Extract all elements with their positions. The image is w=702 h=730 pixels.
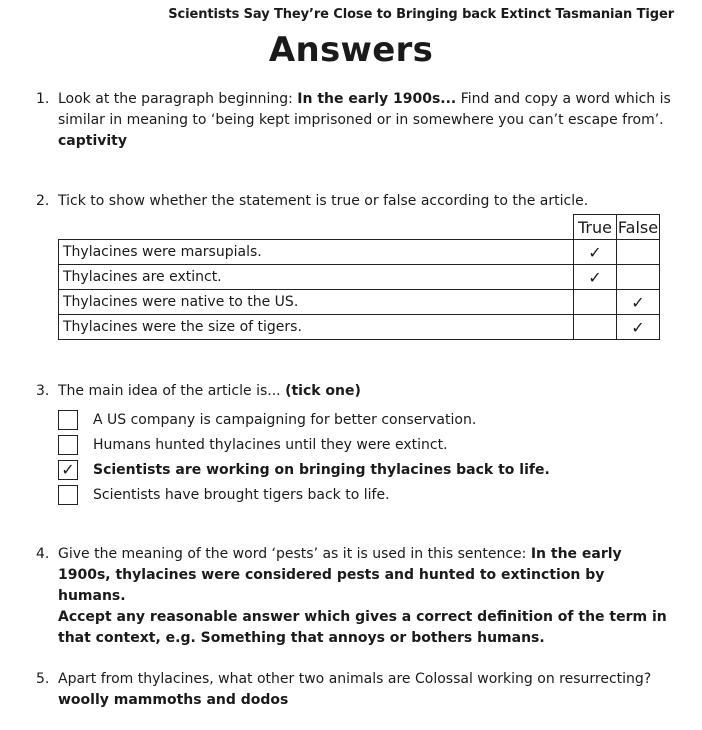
question-number: 2. [36, 193, 50, 209]
question-quote: In the early 1900s... [297, 91, 457, 107]
statement-cell: Thylacines were the size of tigers. [59, 315, 574, 340]
question-number: 3. [36, 383, 50, 399]
true-tick-cell[interactable] [574, 315, 617, 340]
option-item[interactable] [58, 435, 550, 460]
blank-header-cell [59, 215, 574, 240]
false-tick-cell[interactable]: ✓ [617, 290, 660, 315]
option-label-correct: Scientists are working on bringing thylacines back to life. [93, 462, 550, 478]
article-header: Scientists Say They’re Close to Bringing back Extinct Tasmanian Tiger [168, 7, 674, 22]
page-title: Answers [268, 30, 434, 70]
table-row [59, 240, 660, 265]
question-text: Look at the paragraph beginning: [58, 91, 298, 107]
true-false-table [58, 214, 660, 340]
question-text: Give the meaning of the word ‘pests’ as it is used in this sentence: [58, 546, 531, 562]
true-column-header: True [574, 215, 617, 240]
table-row [59, 290, 660, 315]
question-number: 4. [36, 546, 50, 562]
checkbox[interactable] [58, 435, 78, 455]
question-1 [36, 89, 676, 152]
question-text-cont: Find and copy a word which is similar in meaning to ‘being kept imprisoned or in somewhere you can’t escape from’. [58, 91, 671, 128]
statement-cell: Thylacines were marsupials. [59, 240, 574, 265]
question-number: 1. [36, 91, 50, 107]
question-quote: In the early 1900s, thylacines were considered pests and hunted to extinction by humans. [58, 546, 622, 604]
options-list [58, 410, 550, 510]
answer-text: Accept any reasonable answer which gives a correct definition of the term in that context, e.g. Something that annoys or bothers humans. [58, 609, 667, 646]
false-tick-cell[interactable] [617, 240, 660, 265]
question-5 [36, 669, 676, 711]
statement-cell: Thylacines are extinct. [59, 265, 574, 290]
checkbox[interactable] [58, 485, 78, 505]
option-label: A US company is campaigning for better conservation. [93, 412, 477, 428]
table-row [59, 265, 660, 290]
false-column-header: False [617, 215, 660, 240]
true-tick-cell[interactable]: ✓ [574, 265, 617, 290]
question-4 [36, 544, 676, 649]
question-text: Apart from thylacines, what other two animals are Colossal working on resurrecting? [58, 671, 652, 687]
answer-text: woolly mammoths and dodos [58, 692, 289, 708]
answer-text: captivity [58, 133, 128, 149]
option-item[interactable] [58, 460, 550, 485]
option-item[interactable] [58, 410, 550, 435]
statement-cell: Thylacines were native to the US. [59, 290, 574, 315]
table-row [59, 315, 660, 340]
question-text: The main idea of the article is... [58, 383, 286, 399]
question-2 [36, 191, 676, 212]
option-label: Humans hunted thylacines until they were extinct. [93, 437, 448, 453]
checkbox[interactable] [58, 410, 78, 430]
false-tick-cell[interactable]: ✓ [617, 315, 660, 340]
option-item[interactable] [58, 485, 550, 510]
question-number: 5. [36, 671, 50, 687]
checkbox-checked[interactable]: ✓ [58, 460, 78, 480]
table-header-row [59, 215, 660, 240]
false-tick-cell[interactable] [617, 265, 660, 290]
true-tick-cell[interactable] [574, 290, 617, 315]
question-text: Tick to show whether the statement is true or false according to the article. [58, 193, 589, 209]
question-instruction: (tick one) [285, 383, 361, 399]
question-3 [36, 381, 676, 402]
option-label: Scientists have brought tigers back to life. [93, 487, 390, 503]
true-tick-cell[interactable]: ✓ [574, 240, 617, 265]
